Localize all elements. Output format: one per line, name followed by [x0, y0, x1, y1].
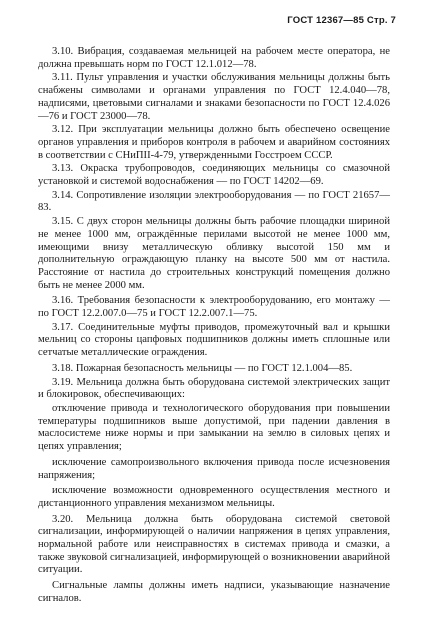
page-header: ГОСТ 12367—85 Стр. 7 — [287, 15, 396, 26]
paragraph-3-14: 3.14. Сопротивление изоляции электрооборудования — по ГОСТ 21657—83. — [38, 189, 390, 214]
list-item-control-exclusion: исключение возможности одновременного осуществления местного и дистанционного управления механизмом мельницы. — [38, 485, 390, 509]
paragraph-3-11: 3.11. Пульт управления и участки обслуживания мельницы должны быть снабжены символами и органами управления по ГОСТ 12.4.040—78, надписями, цветовыми сигналами и знаками безопасности по ГОСТ 12.4.026—76 и ГОСТ 23000—78. — [38, 72, 390, 122]
paragraph-signal-lamps: Сигнальные лампы должны иметь надписи, указывающие назначение сигналов. — [38, 580, 390, 604]
list-item-restart-prevention: исключение самопроизвольного включения привода после исчезновения напряжения; — [38, 456, 390, 481]
paragraph-3-12: 3.12. При эксплуатации мельницы должно быть обеспечено освещение органов управления и приборов контроля в рабочем и аварийном состояниях в соответствии с СНиПII-4-79, утвержденными Госстроем СССР. — [38, 124, 390, 161]
paragraph-3-17: 3.17. Соединительные муфты приводов, промежуточный вал и крышки мельниц со стороны цапфовых подшипников должны иметь сплошные или сетчатые металлические ограждения. — [38, 321, 390, 359]
document-body — [38, 46, 390, 606]
paragraph-3-15: 3.15. С двух сторон мельницы должны быть рабочие площадки шириной не менее 1000 мм, ограждённые перилами высотой не менее 1000 мм, имеющими внизу металлическую обливку высотой 150 мм и дополнительную ограждающую планку на высоте 500 мм от настила. Расстояние от настила до строительных конструкций помещения должно быть не менее 2000 мм. — [38, 216, 390, 291]
paragraph-3-19: 3.19. Мельница должна быть оборудована системой электрических защит и блокировок, обеспечивающих: — [38, 376, 390, 401]
paragraph-3-16: 3.16. Требования безопасности к электрооборудованию, его монтажу — по ГОСТ 12.2.007.0—75 и ГОСТ 12.2.007.1—75. — [38, 295, 390, 320]
paragraph-3-13: 3.13. Окраска трубопроводов, соединяющих мельницы со смазочной установкой и системой водоснабжения — по ГОСТ 14202—69. — [38, 163, 390, 188]
paragraph-3-10: 3.10. Вибрация, создаваемая мельницей на рабочем месте оператора, не должна превышать норм по ГОСТ 12.1.012—78. — [38, 46, 390, 70]
paragraph-3-20: 3.20. Мельница должна быть оборудована системой световой сигнализации, информирующей о наличии напряжения в цепях управления, нормальной работе или неисправностях в системах привода и смазки, а также звуковой сигнализацией, информирующей о возникновении аварийной ситуации. — [38, 513, 390, 576]
list-item-shutdown: отключение привода и технологического оборудования при повышении температуры подшипников выше допустимой, при падении давления в маслосистеме ниже нормы и при замыкании на землю в силовых цепях и цепях управления; — [38, 402, 390, 453]
paragraph-3-18: 3.18. Пожарная безопасность мельницы — по ГОСТ 12.1.004—85. — [52, 362, 353, 374]
